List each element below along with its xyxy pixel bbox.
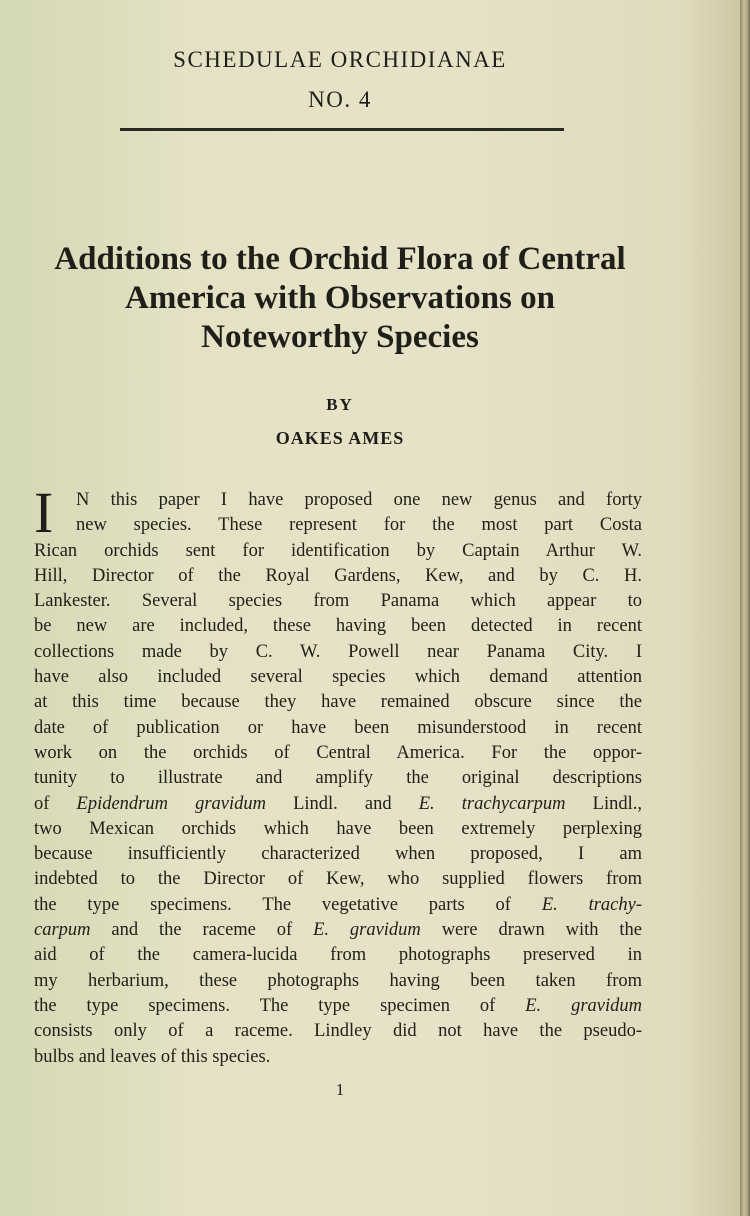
text-span: of [34, 793, 77, 814]
text-line: consists only of a raceme. Lindley did not have the pseudo- [34, 1021, 642, 1042]
title-line: Noteworthy Species [201, 319, 479, 355]
title-line: America with Observations on [125, 280, 555, 316]
text-line: two Mexican orchids which have been extremely perplexing [34, 818, 642, 839]
text-line [34, 994, 642, 1019]
text-line: be new are included, these having been detected in recent [34, 616, 642, 637]
text-line: tunity to illustrate and amplify the original descriptions [34, 768, 642, 789]
text-line: date of publication or have been misunderstood in recent [34, 717, 642, 738]
italic-taxon: carpum [34, 920, 91, 941]
running-head-series: SCHEDULAE ORCHIDIANAE [173, 47, 507, 72]
text-line [34, 918, 642, 943]
text-span: Lindl., [565, 793, 642, 814]
text-line: bulbs and leaves of this species. [34, 1046, 271, 1067]
page-number: 1 [335, 1080, 345, 1099]
text-line: have also included several species which demand attention [34, 667, 642, 688]
page-edge [740, 0, 750, 1216]
text-line: indebted to the Director of Kew, who supplied flowers from [34, 869, 642, 890]
text-span: the type specimens. The type specimen of [34, 995, 526, 1016]
body-paragraph [34, 480, 643, 1070]
text-line: because insufficiently characterized when proposed, I am [34, 844, 642, 865]
text-line: Lankester. Several species from Panama which appear to [34, 591, 642, 612]
text-line: Hill, Director of the Royal Gardens, Kew, and by C. H. [34, 565, 642, 586]
byline-label: BY [326, 395, 354, 414]
header-rule [120, 128, 564, 131]
text-line: new species. These represent for the most part Costa [76, 515, 642, 536]
text-line: N this paper I have proposed one new genus and forty [76, 490, 642, 510]
text-line [34, 792, 642, 817]
text-line: at this time because they have remained obscure since the [34, 692, 642, 713]
text-span: Lindl. and [266, 793, 419, 814]
text-line: work on the orchids of Central America. For the oppor- [34, 742, 642, 763]
text-span: the type specimens. The vegetative parts of [34, 894, 542, 915]
author-name: OAKES AMES [275, 428, 405, 448]
article-title [0, 240, 680, 357]
running-head-number: NO. 4 [308, 87, 372, 112]
italic-taxon: E. gravidum [525, 995, 642, 1016]
text-line: Rican orchids sent for identification by Captain Arthur W. [34, 540, 642, 561]
italic-taxon: E. trachy- [541, 894, 642, 915]
title-line: Additions to the Orchid Flora of Central [54, 241, 626, 277]
text-line: my herbarium, these photographs having been taken from [34, 970, 642, 991]
text-line: collections made by C. W. Powell near Panama City. I [34, 641, 642, 662]
text-span: were drawn with the [420, 920, 643, 941]
text-line: aid of the camera-lucida from photographs preserved in [34, 945, 642, 966]
italic-taxon: E. trachycarpum [418, 793, 566, 814]
italic-taxon: E. gravidum [313, 920, 421, 941]
text-line [34, 893, 642, 918]
italic-taxon: Epidendrum gravidum [76, 793, 266, 814]
drop-cap: I [34, 480, 54, 545]
text-span: and the raceme of [90, 920, 314, 941]
